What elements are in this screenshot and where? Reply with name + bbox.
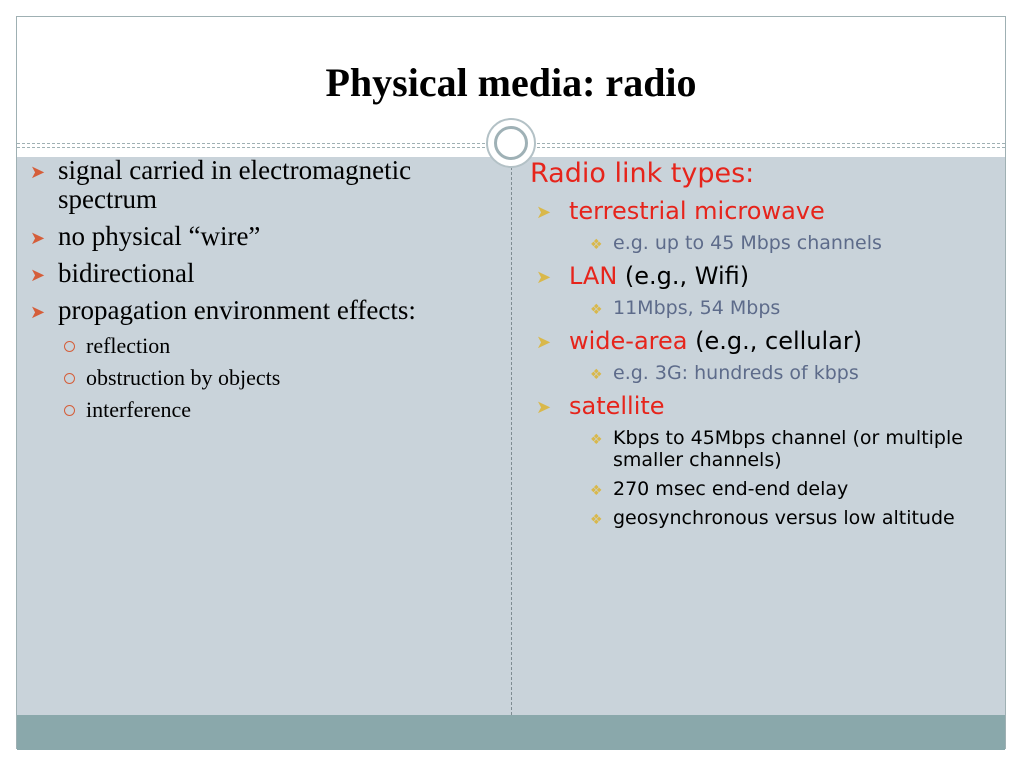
left-bullet-text: propagation environment effects:: [58, 295, 416, 325]
left-sub-bullet: [28, 397, 468, 423]
right-bullet: [530, 326, 990, 356]
right-sub-bullet: [530, 427, 990, 471]
diamond-bullet-icon: ❖: [590, 432, 603, 448]
left-sub-bullet-text: reflection: [86, 333, 171, 358]
right-sub-bullet: [530, 507, 990, 529]
left-sub-bullet: [28, 365, 468, 391]
arrow-bullet-icon: ➤: [30, 228, 46, 248]
arrow-bullet-icon: ➤: [30, 302, 46, 322]
circle-bullet-icon: [64, 341, 75, 352]
link-type-suffix: (e.g., Wifi): [617, 262, 750, 290]
right-sub-bullet-text: Kbps to 45Mbps channel (or multiple smaller channels): [613, 427, 963, 471]
diamond-bullet-icon: ❖: [590, 302, 603, 318]
diamond-bullet-icon: ❖: [590, 483, 603, 499]
diamond-bullet-icon: ❖: [590, 512, 603, 528]
arrow-bullet-icon: ➤: [30, 162, 46, 182]
left-column: [28, 156, 468, 429]
right-sub-bullet: [530, 362, 990, 384]
right-sub-bullet: [530, 478, 990, 500]
right-bullet: [530, 196, 990, 226]
footer-bar: [17, 715, 1005, 750]
arrow-bullet-icon: ➤: [30, 265, 46, 285]
slide-title: Physical media: radio: [325, 60, 697, 105]
arrow-bullet-icon: ➤: [536, 202, 552, 223]
link-type-suffix: (e.g., cellular): [687, 327, 863, 355]
right-column: [530, 158, 990, 536]
link-type-label: wide-area: [569, 327, 688, 355]
left-sub-bullet-text: interference: [86, 397, 192, 422]
diamond-bullet-icon: ❖: [590, 367, 603, 383]
diamond-bullet-icon: ❖: [590, 237, 603, 253]
radio-link-types-heading: Radio link types:: [530, 158, 755, 189]
right-sub-bullet: [530, 232, 990, 254]
right-sub-bullet-text: geosynchronous versus low altitude: [613, 507, 955, 529]
link-type-label: LAN: [569, 262, 618, 290]
arrow-bullet-icon: ➤: [536, 267, 552, 288]
arrow-bullet-icon: ➤: [536, 332, 552, 353]
circle-bullet-icon: [64, 373, 75, 384]
right-bullet: [530, 391, 990, 421]
left-sub-bullet: [28, 333, 468, 359]
right-sub-bullet-text: e.g. 3G: hundreds of kbps: [613, 362, 859, 384]
right-sub-bullet: [530, 297, 990, 319]
arrow-bullet-icon: ➤: [536, 397, 552, 418]
circle-ring-icon: [494, 126, 528, 160]
left-bullet-text: no physical “wire”: [58, 221, 261, 251]
right-sub-bullet-text: e.g. up to 45 Mbps channels: [613, 232, 882, 254]
left-bullet-text: bidirectional: [58, 258, 195, 288]
link-type-label: terrestrial microwave: [569, 197, 825, 225]
left-sub-bullet-text: obstruction by objects: [86, 365, 281, 390]
right-sub-bullet-text: 11Mbps, 54 Mbps: [613, 297, 781, 319]
left-bullet: [28, 259, 468, 288]
circle-ornament-icon: [486, 118, 536, 168]
left-bullet: [28, 222, 468, 251]
left-bullet-text: signal carried in electromagnetic spectrum: [58, 155, 412, 214]
column-separator: [511, 162, 512, 715]
right-sub-bullet-text: 270 msec end-end delay: [613, 478, 849, 500]
left-bullet: [28, 156, 468, 214]
link-type-label: satellite: [569, 392, 665, 420]
circle-bullet-icon: [64, 405, 75, 416]
left-bullet: [28, 296, 468, 325]
right-bullet: [530, 261, 990, 291]
